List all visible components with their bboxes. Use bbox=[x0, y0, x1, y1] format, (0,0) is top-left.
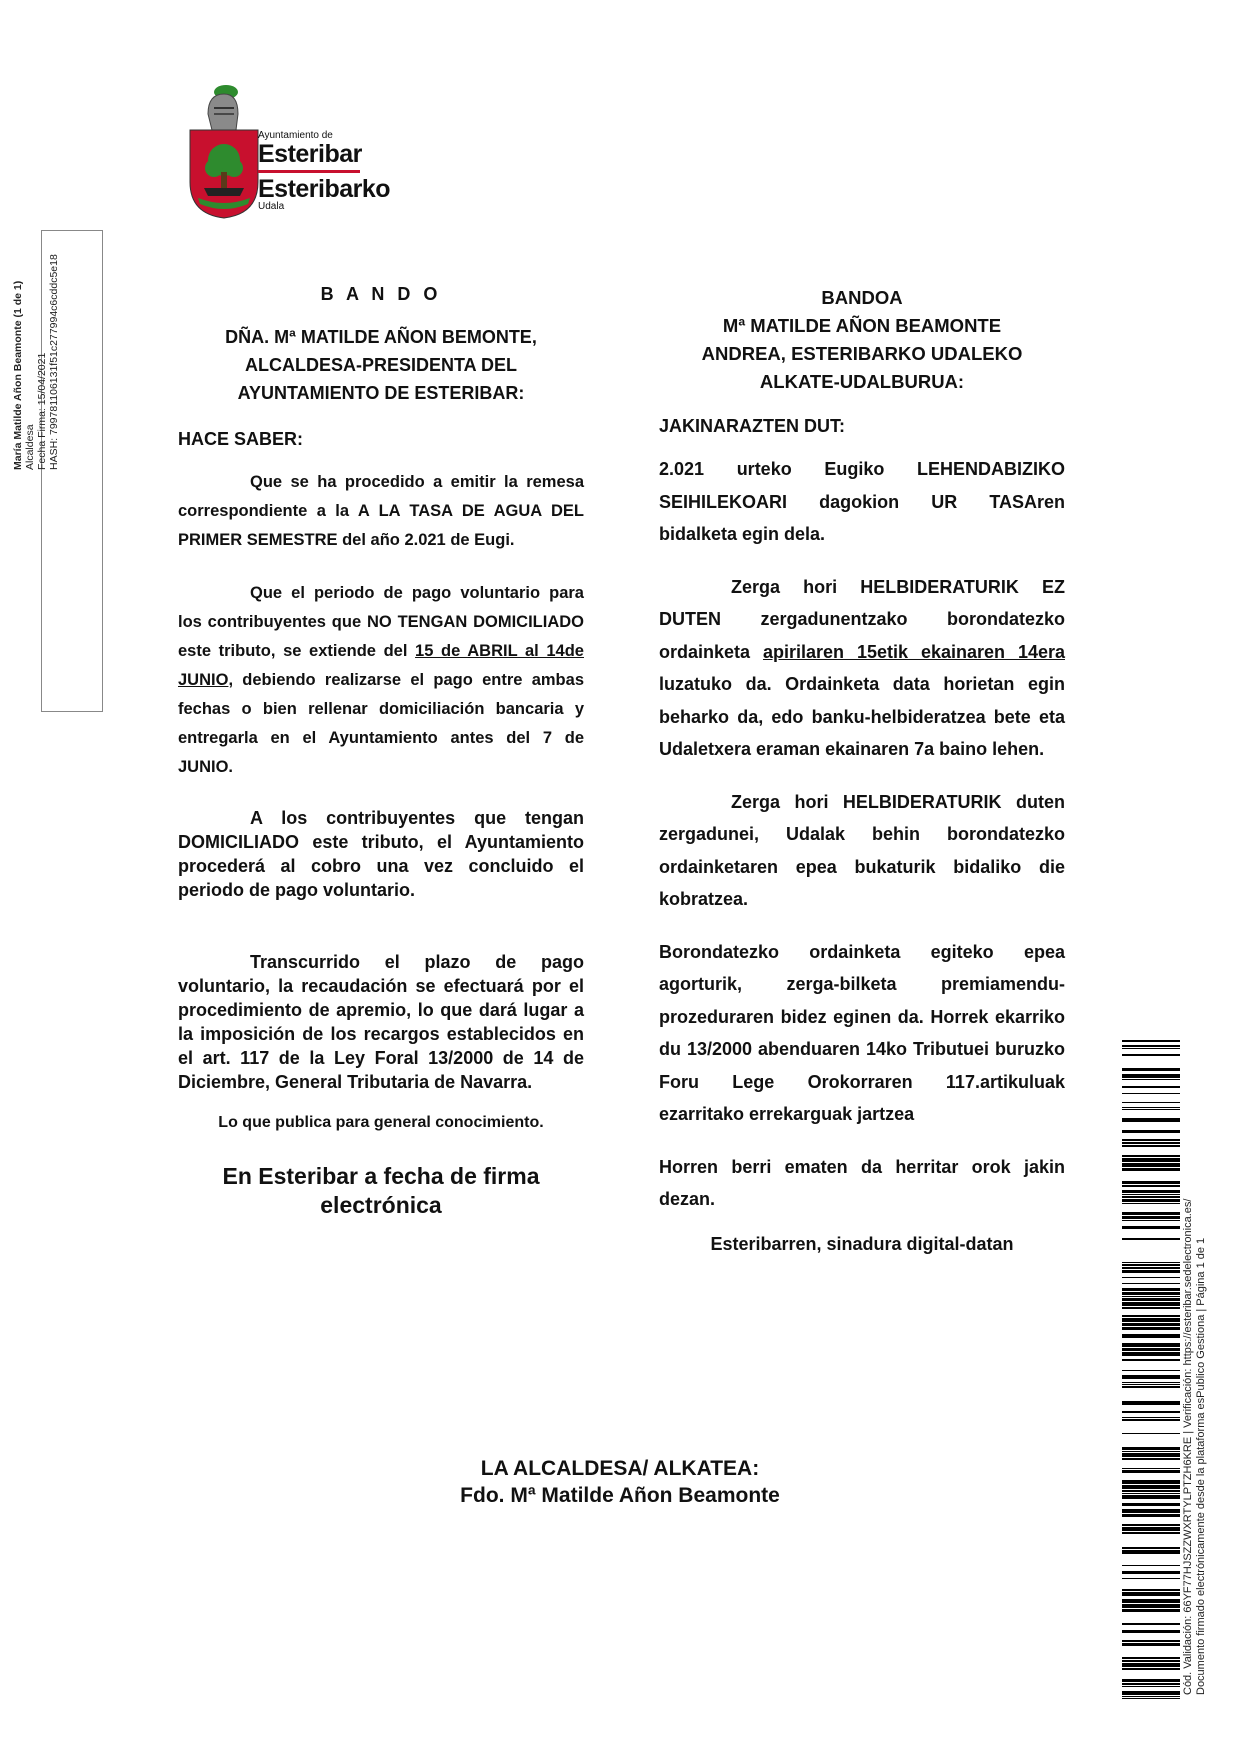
footer-signed-by: Fdo. Mª Matilde Añon Beamonte bbox=[460, 1484, 780, 1507]
paragraph-2-b: , debiendo realizarse el pago entre ambas fechas o bien rellenar domiciliación bancaria y entregarla en el Ayuntamiento antes del 7 de JUNIO. bbox=[178, 671, 584, 776]
paragraph-2 bbox=[178, 579, 584, 782]
heading-line-1: DÑA. Mª MATILDE AÑON BEMONTE, bbox=[225, 327, 537, 347]
paragraph-1: Que se ha procedido a emitir la remesa correspondiente a la A LA TASA DE AGUA DEL PRIMER SEMESTRE del año 2.021 de Eugi. bbox=[178, 473, 584, 549]
signature-date: Fecha Firma: 15/04/2021 bbox=[36, 352, 48, 470]
basque-column bbox=[659, 284, 1065, 1273]
closing-es: En Esteribar a fecha de firma electrónica bbox=[222, 1163, 540, 1218]
signer-name: María Matilde Añon Beamonte (1 de 1) bbox=[12, 280, 24, 470]
logo-name-es: Esteribar bbox=[258, 140, 362, 168]
footer-title: LA ALCALDESA/ ALKATEA: bbox=[480, 1457, 760, 1480]
jakinarazten-label: JAKINARAZTEN DUT: bbox=[659, 416, 845, 436]
logo-udala: Udala bbox=[258, 201, 285, 212]
paragraph-2-a: Que el periodo de pago voluntario para los contribuyentes que NO TENGAN DOMICILIADO este tributo, se extiende del bbox=[178, 584, 584, 660]
paragraph-5: Lo que publica para general conocimiento. bbox=[218, 1114, 544, 1131]
eu-paragraph-3: Zerga hori HELBIDERATURIK duten zergadunei, Udalak behin borondatezko ordainketaren epea bukaturik bidaliko die kobratzea. bbox=[659, 791, 1065, 909]
heading-line-2: ALCALDESA-PRESIDENTA DEL bbox=[244, 355, 517, 375]
paragraph-3: A los contribuyentes que tengan DOMICILIADO este tributo, el Ayuntamiento procederá al cobro una vez concluido el periodo de pago voluntario. bbox=[178, 808, 584, 900]
heading-eu-4: ALKATE-UDALBURUA: bbox=[759, 371, 965, 392]
heading-eu-2: Mª MATILDE AÑON BEAMONTE bbox=[722, 315, 1002, 336]
coat-of-arms-icon bbox=[186, 82, 261, 222]
heading-eu-1: BANDOA bbox=[821, 287, 903, 308]
barcode-icon bbox=[1122, 1040, 1180, 1700]
spanish-column bbox=[178, 284, 584, 1243]
logo-subtitle: Ayuntamiento de bbox=[258, 130, 333, 141]
signature-text bbox=[12, 10, 60, 470]
eu-paragraph-2-dates: apirilaren 15etik ekainaren 14era bbox=[762, 641, 1065, 662]
validation-platform: Documento firmado electrónicamente desde la plataforma esPublico Gestiona | Página 1 de 1 bbox=[1195, 1237, 1207, 1695]
validation-text bbox=[1182, 1055, 1208, 1695]
paragraph-2-dates: 15 de ABRIL al 14de JUNIO bbox=[178, 642, 584, 689]
logo-name-eu: Esteribarko bbox=[258, 175, 391, 203]
eu-paragraph-2-a: Zerga hori HELBIDERATURIK EZ DUTEN zergadunentzako borondatezko ordainketa bbox=[659, 576, 1065, 662]
eu-paragraph-1: 2.021 urteko Eugiko LEHENDABIZIKO SEIHILEKOARI dagokion UR TASAren bidalketa egin dela. bbox=[659, 459, 1065, 544]
eu-paragraph-2-b: luzatuko da. Ordainketa data horietan egin beharko da, edo banku-helbideratzea bete eta Udaletxera eraman ekainaren 7a baino lehen. bbox=[659, 674, 1065, 759]
heading-eu-3: ANDREA, ESTERIBARKO UDALEKO bbox=[701, 343, 1023, 364]
eu-paragraph-2 bbox=[659, 571, 1065, 766]
municipal-logo bbox=[186, 82, 406, 222]
paragraph-4: Transcurrido el plazo de pago voluntario, la recaudación se efectuará por el procedimiento de apremio, lo que dará lugar a la imposición de los recargos establecidos en el art. 117 de la Ley Foral 13/2000 de 14 de Diciembre, General Tributaria de Navarra. bbox=[178, 952, 584, 1092]
signature-footer bbox=[340, 1455, 900, 1509]
signature-hash: HASH: 799781106131f51c277994c6cddc5e18 bbox=[48, 254, 60, 470]
signer-role: Alcaldesa bbox=[24, 424, 36, 470]
eu-paragraph-4: Borondatezko ordainketa egiteko epea agorturik, zerga-bilketa premiamendu-prozeduraren bidez eginen da. Horrek ekarriko du 13/2000 abenduaren 14ko Tributuei buruzko Foru Lege Orokorraren 117.artikuluak ezarritako errekarguak jartzea bbox=[659, 941, 1065, 1124]
validation-code: Cód. Validación: 66YF77HJSZZWXRTYLPTZH6KRE | Verificación: https://esteribar.sedelectronica.es/ bbox=[1182, 1198, 1194, 1695]
bando-title: B A N D O bbox=[320, 284, 442, 304]
hace-saber-label: HACE SABER: bbox=[178, 429, 304, 449]
heading-line-3: AYUNTAMIENTO DE ESTERIBAR: bbox=[237, 383, 525, 403]
eu-paragraph-5: Horren berri ematen da herritar orok jakin dezan. bbox=[659, 1156, 1065, 1209]
logo-divider bbox=[258, 170, 360, 173]
closing-eu: Esteribarren, sinadura digital-datan bbox=[710, 1233, 1014, 1254]
